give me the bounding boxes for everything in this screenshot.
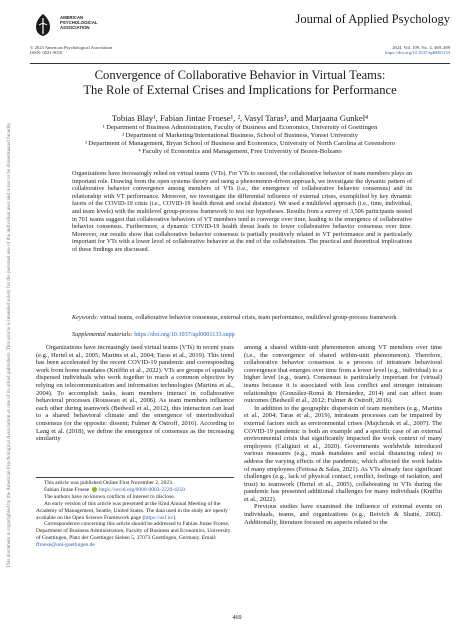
footnote-rule [36,477,234,478]
publisher-name: AMERICAN PSYCHOLOGICAL ASSOCIATION [60,15,98,30]
affiliation-1: ¹ Department of Business Administration, Faculty of Business and Economics, University of Goettingen [102,124,378,131]
footnote-presentation: An early version of this article was presented at the 82nd Annual Meeting of the Academy of Management, Seattle, United States. The data used in the study are openly available on the Open Science Framework page (https://osf.io/). [36,500,228,521]
author-note [36,480,234,549]
volume-meta: 2024, Vol. 109, No. 4, 469–489 https://doi.org/10.1037/apl0001133 [385,45,450,56]
orcid-icon[interactable] [92,487,97,492]
journal-title: Journal of Applied Psychology [295,12,450,26]
affiliation-2: ² Department of Marketing/International Business, School of Business, Yonsei University [121,132,359,139]
footnote-orcid: Fabian Jintae Froese https://orcid.org/0000-0003-2220-4250 [44,486,186,493]
copyright-meta: © 2023 American Psychological Association ISSN: 0021-9010 [30,45,113,56]
header-rule [30,63,450,64]
body-column-left [36,344,234,443]
apa-logo-icon [30,12,56,38]
keywords: Keywords: virtual teams, collaborative behavior consensus, external crisis, team performance, multilevel group-process framework [72,314,397,321]
footnote-correspondence: Correspondence concerning this article should be addressed to Fabian Jintae Froese, Department of Business Administration, Faculty of Business and Economics, University of Goettingen, Platz der Goettinger Sieben 5, 37073 Goettingen, Germany. Email: ffroese@uni-goettingen.de [36,521,231,549]
copyright-side-note [6,110,26,580]
body-paragraph: among a shared within-unit phenomenon among VT members over time (i.e., the convergence of shared within-unit phenomenon). Therefore, collaborative behavior consensus is a process of intrateam behavioral convergence that emerges over time from a lower level (e.g., individual) to a higher level (e.g., team). Consensus is particularly important for (virtual) teams because it is associated with less conflict and stronger intrateam relationships (González-Romá & Hernández, 2014) and can affect team outcomes (Bedwell et al., 2012; Fulmer & Ostroff, 2016). [244,344,442,405]
page-number: 469 [232,614,242,621]
abstract: Organizations have increasingly relied on virtual teams (VTs). For VTs to succeed, the collaborative behavior of team members plays an important role. Drawing from the open systems theory and using a phenomenon-driven approach, we investigate the dynamic pattern of collaborative behavior convergence among members of VTs (i.e., the emergence of collaborative behavior consensus) and its relationship with VT performance. Moreover, we investigate the differential influence of external crises, exemplified by key dynamic facets of the COVID-19 crisis (i.e., COVID-19 health threat and social distance). We used a multilevel approach (i.e., time, individual, and team levels) with the multilevel group-process framework to test our hypotheses. Results from a survey of 3,506 participants nested in 701 teams suggest that collaborative behaviors of VT members tend to converge over time, leading to the emergence of collaborative behavior consensus. Furthermore, a dynamic COVID-19 health threat leads to lower collaborative behavior consensus over time. Moreover, our results show that collaborative behavior consensus is partially positively related to VT performance and is particularly important for VTs with a lower level of collaborative behavior at the end of the collaboration. The practical and theoretical implications of these findings are discussed. [72,170,412,253]
article-title: Convergence of Collaborative Behavior in Virtual Teams: The Role of External Crises and Implications for Performance [83,68,397,97]
body-paragraph: Organizations have increasingly used virtual teams (VTs) in recent years (e.g., Hertel et al., 2005; Martins et al., 2004; Taras et al., 2019). This trend has been accelerated by the recent COVID-19 pandemic and corresponding work from home mandates (Kniffin et al., 2022). VTs are groups of spatially dispersed individuals who work together to reach a common objective by relying on telecommunication and information technologies (Martins et al., 2004). To accomplish tasks, team members interact in collaborative behavioral processes (Rousseau et al., 2006). As team members influence each other during teamwork (Bedwell et al., 2012), this interaction can lead to a shared behavioral climate and the emergence of interindividual consensus (or the opposite: dissent; Fulmer & Ostroff, 2016). According to Lang et al. (2018), we define the emergence of consensus as the increasing similarity [36,344,234,443]
supplemental-link[interactable]: https://doi.org/10.1037/apl0001133.supp [134,331,235,338]
author-list: Tobias Blay¹, Fabian Jintae Froese¹, ², Vasyl Taras³, and Marjaana Gunkel⁴ [111,113,369,123]
osf-link[interactable]: https://osf.io/ [144,514,174,521]
orcid-link[interactable]: https://orcid.org/0000-0003-2220-4250 [98,486,186,493]
footnote-published: This article was published Online First November 2, 2023. [44,480,174,486]
journal-header [30,10,450,60]
footnote-conflicts: The authors have no known conflicts of interest to disclose. [44,493,176,500]
body-paragraph: Previous studies have examined the influence of external events on individuals, teams, and organizations (e.g., Reivich & Shatté, 2002). Additionally, literature focused on aspects related to the [244,503,442,526]
doi-link[interactable]: https://doi.org/10.1037/apl0001133 [385,50,450,56]
copyright-side-note-text: This document is copyrighted by the American Psychological Association or one of its allied publishers. This article is intended solely for the personal use of the individual user and is not to be disseminated broadly. [6,122,12,568]
email-link[interactable]: ffroese@uni-goettingen.de [36,542,95,549]
supplemental-materials: Supplemental materials: https://doi.org/10.1037/apl0001133.supp [72,331,235,338]
body-paragraph: In addition to the geographic dispersion of team members (e.g., Martins et al., 2004; Taras et al., 2019), intrateam processes can be impaired by external factors such as environmental crises (Majchrzak et al., 2007). The COVID-19 pandemic is both an example and a specific case of an external environmental crisis that significantly impacted the work context of many employees (Caligiuri et al., 2020). Governments worldwide introduced various measures (e.g., mask mandates and social distancing rules) to address the varying effects of the pandemic, which affected the work habits of many employees (Feitosa & Salas, 2021). As VTs already face significant challenges (e.g., lack of physical contact, conflict, feelings of isolation, and trust) to teamwork (Hertel et al., 2005), collaborating in VTs during the pandemic has presented additional challenges for many individuals (Kniffin et al., 2022). [244,404,442,503]
affiliation-3: ³ Department of Management, Bryan School of Business and Economics, University of North Carolina at Greensboro [84,140,396,147]
affiliation-list [40,124,440,156]
body-column-right [244,344,442,526]
affiliation-4: ⁴ Faculty of Economics and Management, Free University of Bozen-Bolzano [138,148,342,155]
